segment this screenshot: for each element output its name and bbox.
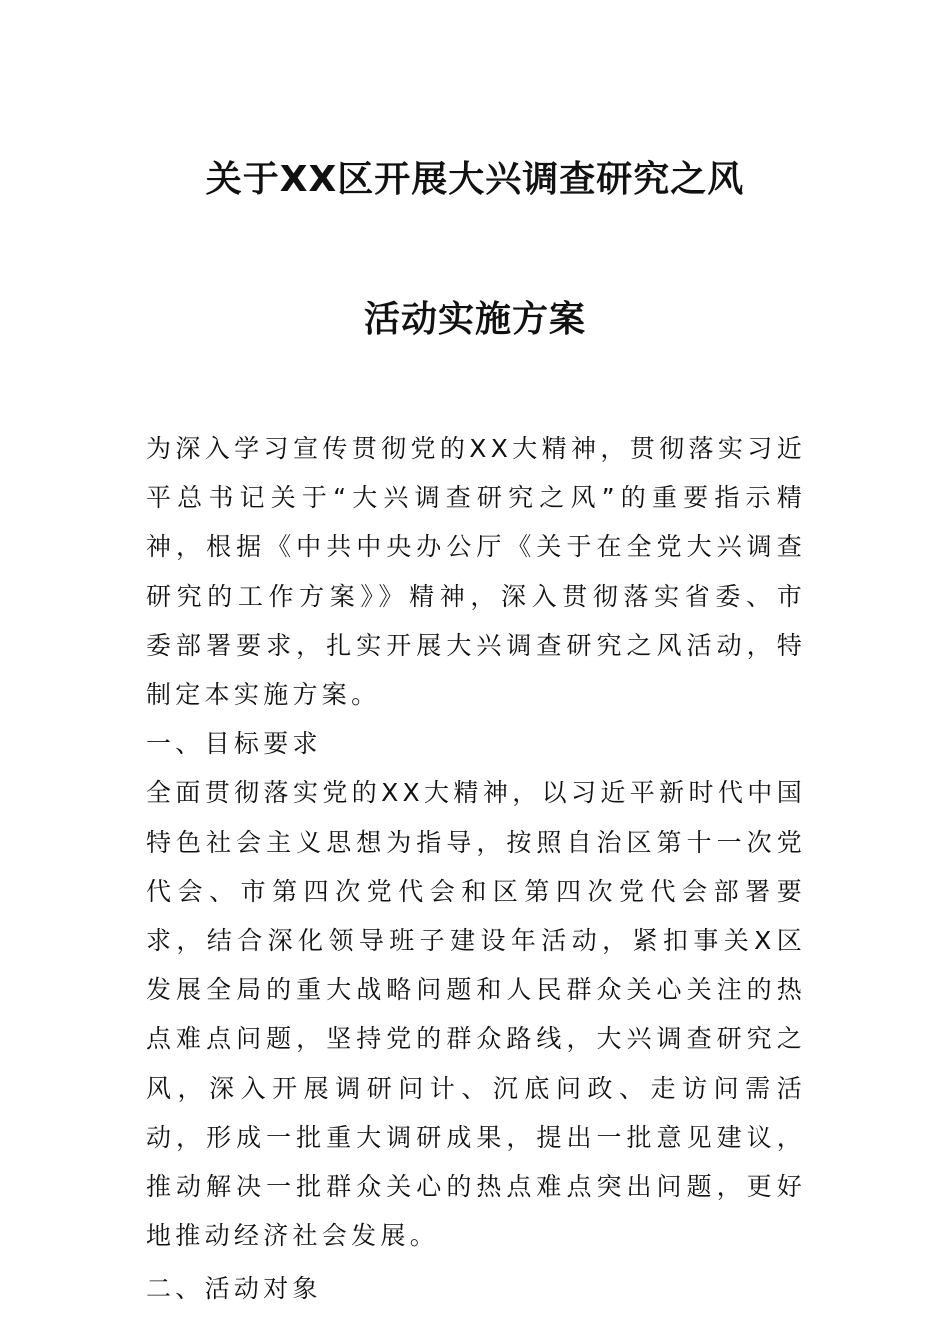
- document-title-line-1: 关于XX区开展大兴调查研究之风: [205, 159, 745, 200]
- goals-paragraph: 全面贯彻落实党的XX大精神，以习近平新时代中国特色社会主义思想为指导，按照自治区第十一次党代会、市第四次党代会和区第四次党代会部署要求，结合深化领导班子建设年活动，紧扣事关X区发展全局的重大战略问题和人民群众关心关注的热点难点问题，坚持党的群众路线，大兴调查研究之风，深入开展调研问计、沉底问政、走访问需活动，形成一批重大调研成果，提出一批意见建议，推动解决一批群众关心的热点难点突出问题，更好地推动经济社会发展。: [146, 778, 806, 1251]
- intro-paragraph: 为深入学习宣传贯彻党的XX大精神，贯彻落实习近平总书记关于“大兴调查研究之风”的重要指示精神，根据《中共中央办公厅《关于在全党大兴调查研究的工作方案》》精神，深入贯彻落实省委、市委部署要求，扎实开展大兴调查研究之风活动，特制定本实施方案。: [146, 434, 806, 710]
- document-title-line-2: 活动实施方案: [363, 299, 586, 340]
- document-body: [146, 424, 806, 1314]
- section-heading-targets: 二、活动对象: [146, 1274, 322, 1304]
- section-heading-goals: 一、目标要求: [146, 729, 322, 759]
